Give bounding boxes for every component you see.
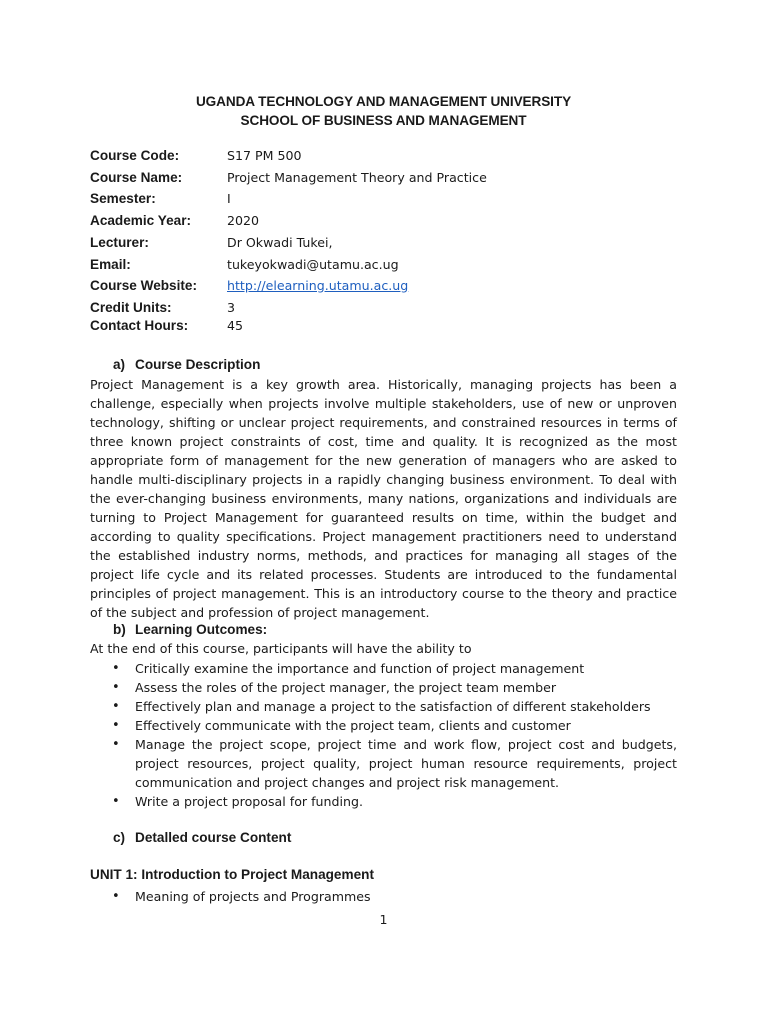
- academic-year-label: Academic Year:: [90, 213, 192, 228]
- list-item: [90, 659, 677, 678]
- bullet-icon: •: [112, 737, 120, 752]
- list-item: [90, 697, 677, 716]
- course-website-link[interactable]: http://elearning.utamu.ac.ug: [227, 278, 409, 293]
- list-item-text: Meaning of projects and Programmes: [135, 889, 371, 904]
- credit-units-value: 3: [227, 300, 236, 315]
- website-label: Course Website:: [90, 278, 198, 293]
- bullet-icon: •: [112, 661, 120, 676]
- bullet-icon: •: [112, 680, 120, 695]
- learning-outcomes-intro: At the end of this course, participants will have the ability to: [90, 641, 472, 656]
- lecturer-value: Dr Okwadi Tukei,: [227, 235, 333, 250]
- contact-hours-value: 45: [227, 318, 244, 333]
- bullet-icon: •: [112, 699, 120, 714]
- university-title: UGANDA TECHNOLOGY AND MANAGEMENT UNIVERSITY: [195, 94, 572, 109]
- list-item: [90, 887, 677, 906]
- course-code-value: S17 PM 500: [227, 148, 302, 163]
- course-description-heading: [113, 357, 260, 372]
- bullet-icon: •: [112, 794, 120, 809]
- list-item: [90, 678, 677, 697]
- list-item: [90, 792, 677, 811]
- course-name-value: Project Management Theory and Practice: [227, 170, 487, 185]
- email-value: tukeyokwadi@utamu.ac.ug: [227, 257, 399, 272]
- course-content-heading-text: Detalled course Content: [135, 830, 292, 845]
- unit-1-list: [90, 887, 677, 906]
- contact-hours-label: Contact Hours:: [90, 318, 189, 333]
- email-label: Email:: [90, 257, 131, 272]
- semester-value: I: [227, 191, 231, 206]
- course-code-label: Course Code:: [90, 148, 180, 163]
- learning-outcomes-heading: [113, 622, 267, 637]
- course-name-label: Course Name:: [90, 170, 183, 185]
- unit-1-heading: UNIT 1: Introduction to Project Management: [90, 867, 374, 882]
- credit-units-label: Credit Units:: [90, 300, 172, 315]
- section-c-marker: c): [113, 830, 126, 845]
- academic-year-value: 2020: [227, 213, 260, 228]
- lecturer-label: Lecturer:: [90, 235, 149, 250]
- list-item-text: Effectively plan and manage a project to the satisfaction of different stakeholders: [135, 699, 651, 714]
- school-title: SCHOOL OF BUSINESS AND MANAGEMENT: [240, 113, 527, 128]
- page-number: 1: [379, 912, 388, 927]
- bullet-icon: •: [112, 889, 120, 904]
- list-item: [90, 716, 677, 735]
- list-item-text: Write a project proposal for funding.: [135, 794, 363, 809]
- course-content-heading: [113, 830, 291, 845]
- list-item-text: Effectively communicate with the project team, clients and customer: [135, 718, 571, 733]
- list-item-text: Assess the roles of the project manager, the project team member: [135, 680, 557, 695]
- website-value: [227, 278, 408, 293]
- semester-label: Semester:: [90, 191, 156, 206]
- list-item-text: Critically examine the importance and function of project management: [135, 661, 585, 676]
- list-item: [90, 735, 677, 792]
- course-description-text: Project Management is a key growth area. Historically, managing projects has been a challenge, especially when projects involve multiple stakeholders, use of new or unproven technology, shifting or unclear project requirements, and constrained resources in terms of three known project constraints of cost, time and quality. It is recognized as the most appropriate form of management for the new generation of managers who are asked to handle multi-disciplinary projects in a rapidly changing business environment. To deal with the ever-changing business environments, many nations, organizations and individuals are turning to Project Management for guaranteed results on time, within the budget and according to quality specifications. Project management practitioners need to understand the established industry norms, methods, and practices for managing all stages of the project life cycle and its related processes. Students are introduced to the fundamental principles of project management. This is an introductory course to the theory and practice of the subject and profession of project management.: [90, 377, 677, 620]
- learning-outcomes-heading-text: Learning Outcomes:: [135, 622, 268, 637]
- section-b-marker: b): [113, 622, 126, 637]
- list-item-text: Manage the project scope, project time and work flow, project cost and budgets, project resources, project quality, project human resource requirements, project communication and project changes and project risk management.: [135, 737, 677, 790]
- section-a-marker: a): [113, 357, 126, 372]
- learning-outcomes-list: [90, 659, 677, 811]
- bullet-icon: •: [112, 718, 120, 733]
- course-description-heading-text: Course Description: [135, 357, 261, 372]
